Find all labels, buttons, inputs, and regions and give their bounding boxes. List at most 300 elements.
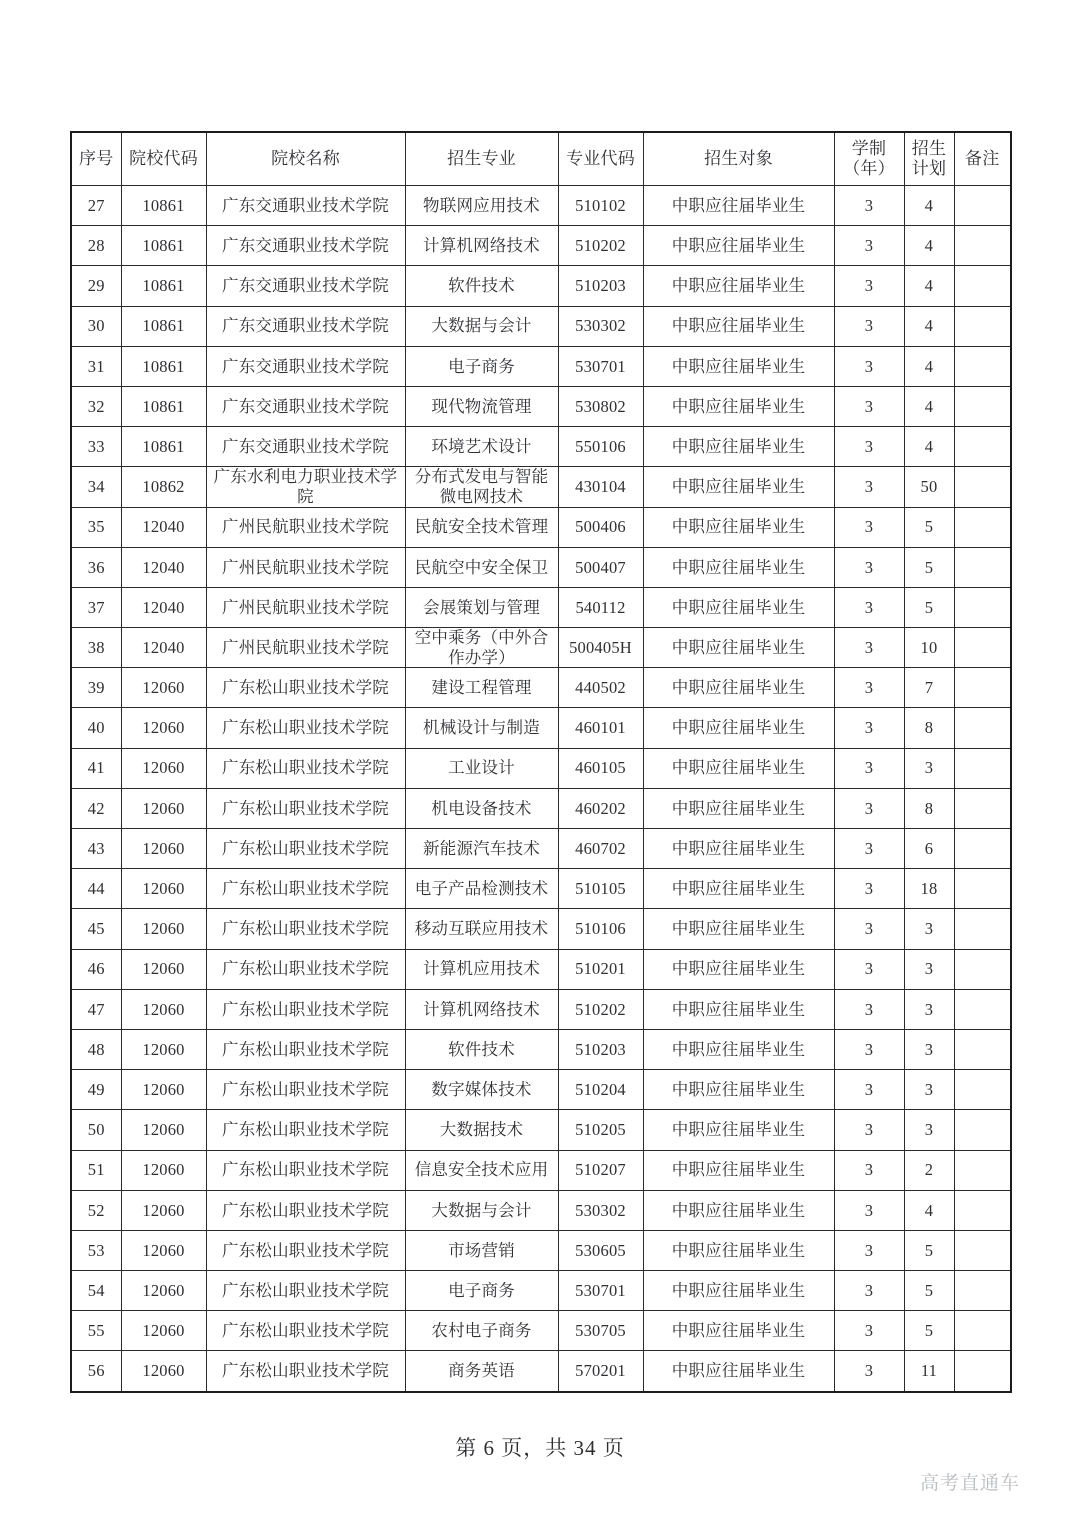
cell-school-code: 12040 (121, 587, 206, 627)
cell-target: 中职应往届毕业生 (643, 1351, 834, 1392)
cell-years: 3 (834, 1351, 904, 1392)
cell-years: 3 (834, 1271, 904, 1311)
cell-target: 中职应往届毕业生 (643, 467, 834, 507)
cell-school-name: 广东交通职业技术学院 (206, 386, 405, 426)
cell-major-code: 510203 (558, 266, 643, 306)
cell-note (954, 829, 1011, 869)
cell-years: 3 (834, 989, 904, 1029)
cell-quota: 4 (904, 1190, 954, 1230)
table-row (71, 829, 1011, 869)
cell-target: 中职应往届毕业生 (643, 1070, 834, 1110)
cell-quota: 5 (904, 1311, 954, 1351)
cell-years: 3 (834, 788, 904, 828)
table-row (71, 869, 1011, 909)
cell-quota: 3 (904, 748, 954, 788)
column-header-major-code: 专业代码 (558, 132, 643, 186)
cell-note (954, 427, 1011, 467)
cell-seq: 55 (71, 1311, 121, 1351)
cell-major: 电子产品检测技术 (405, 869, 558, 909)
cell-target: 中职应往届毕业生 (643, 1230, 834, 1270)
cell-school-name: 广州民航职业技术学院 (206, 547, 405, 587)
cell-school-name: 广东松山职业技术学院 (206, 1311, 405, 1351)
table-row (71, 909, 1011, 949)
cell-major-code: 510105 (558, 869, 643, 909)
cell-note (954, 386, 1011, 426)
table-row (71, 507, 1011, 547)
cell-years: 3 (834, 266, 904, 306)
cell-quota: 4 (904, 346, 954, 386)
column-header-quota-line1: 招生 (911, 139, 947, 159)
cell-target: 中职应往届毕业生 (643, 1190, 834, 1230)
cell-quota: 7 (904, 668, 954, 708)
cell-note (954, 346, 1011, 386)
cell-major-code: 530802 (558, 386, 643, 426)
cell-major-code: 440502 (558, 668, 643, 708)
cell-major: 信息安全技术应用 (405, 1150, 558, 1190)
cell-major-code: 510102 (558, 186, 643, 226)
cell-years: 3 (834, 467, 904, 507)
cell-major-code: 510204 (558, 1070, 643, 1110)
cell-school-code: 12060 (121, 708, 206, 748)
column-header-years-line2: （年） (843, 159, 895, 178)
cell-seq: 41 (71, 748, 121, 788)
cell-major-code: 530701 (558, 346, 643, 386)
cell-note (954, 788, 1011, 828)
cell-school-name: 广东松山职业技术学院 (206, 989, 405, 1029)
cell-years: 3 (834, 386, 904, 426)
cell-years: 3 (834, 1150, 904, 1190)
cell-target: 中职应往届毕业生 (643, 507, 834, 547)
table-row (71, 467, 1011, 507)
cell-quota: 2 (904, 1150, 954, 1190)
cell-quota: 4 (904, 266, 954, 306)
cell-seq: 44 (71, 869, 121, 909)
cell-target: 中职应往届毕业生 (643, 266, 834, 306)
cell-quota: 3 (904, 989, 954, 1029)
cell-years: 3 (834, 1110, 904, 1150)
cell-years: 3 (834, 1070, 904, 1110)
cell-major: 电子商务 (405, 1271, 558, 1311)
cell-quota: 4 (904, 226, 954, 266)
cell-major: 数字媒体技术 (405, 1070, 558, 1110)
cell-seq: 51 (71, 1150, 121, 1190)
cell-target: 中职应往届毕业生 (643, 226, 834, 266)
cell-target: 中职应往届毕业生 (643, 829, 834, 869)
cell-seq: 39 (71, 668, 121, 708)
cell-seq: 54 (71, 1271, 121, 1311)
table-row (71, 628, 1011, 668)
cell-quota: 50 (904, 467, 954, 507)
enrollment-plan-table (70, 131, 1012, 1393)
cell-years: 3 (834, 306, 904, 346)
cell-major: 计算机网络技术 (405, 226, 558, 266)
cell-years: 3 (834, 1190, 904, 1230)
cell-note (954, 186, 1011, 226)
cell-target: 中职应往届毕业生 (643, 306, 834, 346)
table-row (71, 266, 1011, 306)
watermark-label: 高考直通车 (920, 1473, 1021, 1494)
cell-target: 中职应往届毕业生 (643, 186, 834, 226)
cell-note (954, 989, 1011, 1029)
cell-quota: 5 (904, 507, 954, 547)
cell-target: 中职应往届毕业生 (643, 547, 834, 587)
cell-target: 中职应往届毕业生 (643, 748, 834, 788)
cell-school-code: 10861 (121, 346, 206, 386)
cell-major: 建设工程管理 (405, 668, 558, 708)
cell-target: 中职应往届毕业生 (643, 869, 834, 909)
cell-major-code: 530302 (558, 1190, 643, 1230)
column-header-years-line1: 学制 (851, 139, 887, 159)
cell-school-code: 10862 (121, 467, 206, 507)
cell-quota: 11 (904, 1351, 954, 1392)
cell-note (954, 306, 1011, 346)
cell-seq: 28 (71, 226, 121, 266)
table-row (71, 1271, 1011, 1311)
cell-target: 中职应往届毕业生 (643, 788, 834, 828)
cell-quota: 18 (904, 869, 954, 909)
cell-note (954, 1070, 1011, 1110)
cell-school-code: 12060 (121, 949, 206, 989)
cell-major: 软件技术 (405, 266, 558, 306)
table-row (71, 748, 1011, 788)
cell-major-code: 510106 (558, 909, 643, 949)
cell-major-code: 510202 (558, 989, 643, 1029)
cell-target: 中职应往届毕业生 (643, 668, 834, 708)
cell-seq: 27 (71, 186, 121, 226)
cell-note (954, 628, 1011, 668)
cell-years: 3 (834, 829, 904, 869)
cell-quota: 8 (904, 708, 954, 748)
cell-school-name: 广东松山职业技术学院 (206, 1190, 405, 1230)
cell-school-name: 广东松山职业技术学院 (206, 869, 405, 909)
cell-major: 市场营销 (405, 1230, 558, 1270)
cell-note (954, 1271, 1011, 1311)
cell-quota: 6 (904, 829, 954, 869)
cell-quota: 4 (904, 306, 954, 346)
table-row (71, 949, 1011, 989)
cell-major-code: 540112 (558, 587, 643, 627)
table-row (71, 1150, 1011, 1190)
cell-major: 农村电子商务 (405, 1311, 558, 1351)
cell-school-code: 12060 (121, 668, 206, 708)
cell-school-name: 广东松山职业技术学院 (206, 909, 405, 949)
cell-school-code: 12060 (121, 1110, 206, 1150)
table-row (71, 788, 1011, 828)
cell-target: 中职应往届毕业生 (643, 346, 834, 386)
cell-major-code: 500405H (558, 628, 643, 668)
page-number-footer: 第 6 页，共 34 页 (455, 1436, 625, 1460)
cell-target: 中职应往届毕业生 (643, 628, 834, 668)
cell-major: 工业设计 (405, 748, 558, 788)
cell-major-code: 510203 (558, 1029, 643, 1069)
cell-quota: 3 (904, 1029, 954, 1069)
cell-seq: 35 (71, 507, 121, 547)
cell-school-code: 12060 (121, 748, 206, 788)
cell-major: 物联网应用技术 (405, 186, 558, 226)
cell-note (954, 1029, 1011, 1069)
column-header-target: 招生对象 (643, 132, 834, 186)
cell-years: 3 (834, 668, 904, 708)
cell-school-name: 广东松山职业技术学院 (206, 1230, 405, 1270)
table-row (71, 427, 1011, 467)
cell-school-name: 广东松山职业技术学院 (206, 668, 405, 708)
cell-school-code: 12060 (121, 989, 206, 1029)
cell-target: 中职应往届毕业生 (643, 587, 834, 627)
column-header-note: 备注 (954, 132, 1011, 186)
cell-seq: 34 (71, 467, 121, 507)
cell-school-name: 广东交通职业技术学院 (206, 306, 405, 346)
cell-major: 大数据技术 (405, 1110, 558, 1150)
cell-school-code: 12060 (121, 909, 206, 949)
cell-note (954, 226, 1011, 266)
cell-years: 3 (834, 346, 904, 386)
cell-school-code: 10861 (121, 226, 206, 266)
cell-major-code: 530605 (558, 1230, 643, 1270)
table-row (71, 1230, 1011, 1270)
cell-school-code: 12060 (121, 1190, 206, 1230)
table-row (71, 547, 1011, 587)
cell-years: 3 (834, 507, 904, 547)
cell-seq: 38 (71, 628, 121, 668)
cell-years: 3 (834, 1311, 904, 1351)
cell-major: 空中乘务（中外合作办学） (405, 628, 558, 668)
cell-school-name: 广州民航职业技术学院 (206, 628, 405, 668)
cell-seq: 46 (71, 949, 121, 989)
cell-school-name: 广东松山职业技术学院 (206, 1029, 405, 1069)
cell-major: 软件技术 (405, 1029, 558, 1069)
cell-note (954, 507, 1011, 547)
cell-note (954, 266, 1011, 306)
cell-school-code: 12060 (121, 1150, 206, 1190)
cell-quota: 3 (904, 909, 954, 949)
table-row (71, 1190, 1011, 1230)
cell-school-code: 10861 (121, 386, 206, 426)
column-header-quota (904, 132, 954, 186)
cell-seq: 37 (71, 587, 121, 627)
cell-seq: 48 (71, 1029, 121, 1069)
cell-note (954, 1351, 1011, 1392)
cell-major: 现代物流管理 (405, 386, 558, 426)
cell-school-name: 广东交通职业技术学院 (206, 226, 405, 266)
cell-school-code: 10861 (121, 427, 206, 467)
cell-school-name: 广东交通职业技术学院 (206, 346, 405, 386)
cell-note (954, 668, 1011, 708)
cell-seq: 43 (71, 829, 121, 869)
cell-major-code: 530302 (558, 306, 643, 346)
cell-target: 中职应往届毕业生 (643, 1271, 834, 1311)
cell-note (954, 467, 1011, 507)
cell-school-name: 广东松山职业技术学院 (206, 708, 405, 748)
cell-years: 3 (834, 748, 904, 788)
cell-target: 中职应往届毕业生 (643, 989, 834, 1029)
cell-target: 中职应往届毕业生 (643, 949, 834, 989)
cell-target: 中职应往届毕业生 (643, 909, 834, 949)
cell-school-name: 广东松山职业技术学院 (206, 1110, 405, 1150)
header-row (71, 132, 1011, 186)
cell-major-code: 510201 (558, 949, 643, 989)
cell-years: 3 (834, 628, 904, 668)
cell-quota: 5 (904, 587, 954, 627)
cell-years: 3 (834, 1029, 904, 1069)
cell-major-code: 460105 (558, 748, 643, 788)
cell-major: 机电设备技术 (405, 788, 558, 828)
cell-major: 分布式发电与智能微电网技术 (405, 467, 558, 507)
cell-school-name: 广东松山职业技术学院 (206, 1271, 405, 1311)
cell-school-code: 12060 (121, 1029, 206, 1069)
cell-school-code: 12040 (121, 628, 206, 668)
cell-quota: 3 (904, 949, 954, 989)
cell-quota: 4 (904, 386, 954, 426)
cell-major: 移动互联应用技术 (405, 909, 558, 949)
cell-quota: 5 (904, 1271, 954, 1311)
table-row (71, 668, 1011, 708)
cell-major-code: 510205 (558, 1110, 643, 1150)
cell-school-code: 12060 (121, 829, 206, 869)
cell-major-code: 510202 (558, 226, 643, 266)
table-row (71, 346, 1011, 386)
cell-note (954, 748, 1011, 788)
cell-school-code: 10861 (121, 186, 206, 226)
cell-school-code: 12040 (121, 547, 206, 587)
cell-quota: 4 (904, 186, 954, 226)
cell-note (954, 869, 1011, 909)
cell-major: 环境艺术设计 (405, 427, 558, 467)
table-row (71, 306, 1011, 346)
cell-seq: 40 (71, 708, 121, 748)
table-row (71, 226, 1011, 266)
cell-quota: 5 (904, 547, 954, 587)
cell-seq: 32 (71, 386, 121, 426)
cell-target: 中职应往届毕业生 (643, 427, 834, 467)
cell-school-name: 广东松山职业技术学院 (206, 829, 405, 869)
cell-major-code: 570201 (558, 1351, 643, 1392)
column-header-school-code: 院校代码 (121, 132, 206, 186)
column-header-years (834, 132, 904, 186)
cell-target: 中职应往届毕业生 (643, 386, 834, 426)
cell-quota: 4 (904, 427, 954, 467)
cell-major: 商务英语 (405, 1351, 558, 1392)
cell-major-code: 550106 (558, 427, 643, 467)
cell-note (954, 547, 1011, 587)
cell-years: 3 (834, 186, 904, 226)
cell-school-name: 广州民航职业技术学院 (206, 507, 405, 547)
cell-school-code: 12060 (121, 869, 206, 909)
cell-school-code: 12060 (121, 1271, 206, 1311)
cell-seq: 49 (71, 1070, 121, 1110)
cell-years: 3 (834, 949, 904, 989)
cell-note (954, 909, 1011, 949)
cell-school-name: 广东松山职业技术学院 (206, 1070, 405, 1110)
cell-school-name: 广东交通职业技术学院 (206, 266, 405, 306)
cell-school-name: 广东松山职业技术学院 (206, 748, 405, 788)
cell-school-name: 广东水利电力职业技术学院 (206, 467, 405, 507)
cell-seq: 30 (71, 306, 121, 346)
cell-school-name: 广东松山职业技术学院 (206, 949, 405, 989)
table-header (71, 132, 1011, 186)
cell-years: 3 (834, 909, 904, 949)
cell-seq: 45 (71, 909, 121, 949)
cell-major: 机械设计与制造 (405, 708, 558, 748)
cell-years: 3 (834, 869, 904, 909)
cell-years: 3 (834, 587, 904, 627)
table-row (71, 708, 1011, 748)
cell-major: 电子商务 (405, 346, 558, 386)
cell-major-code: 430104 (558, 467, 643, 507)
cell-school-name: 广东交通职业技术学院 (206, 427, 405, 467)
cell-major-code: 460101 (558, 708, 643, 748)
cell-note (954, 1150, 1011, 1190)
cell-school-code: 12060 (121, 1230, 206, 1270)
cell-quota: 8 (904, 788, 954, 828)
cell-years: 3 (834, 547, 904, 587)
cell-note (954, 1230, 1011, 1270)
cell-note (954, 949, 1011, 989)
cell-note (954, 708, 1011, 748)
cell-major: 计算机网络技术 (405, 989, 558, 1029)
table-row (71, 1351, 1011, 1392)
cell-seq: 33 (71, 427, 121, 467)
cell-target: 中职应往届毕业生 (643, 1311, 834, 1351)
column-header-seq: 序号 (71, 132, 121, 186)
cell-years: 3 (834, 708, 904, 748)
cell-seq: 50 (71, 1110, 121, 1150)
table-row (71, 1311, 1011, 1351)
cell-major-code: 530705 (558, 1311, 643, 1351)
cell-major: 计算机应用技术 (405, 949, 558, 989)
cell-quota: 3 (904, 1110, 954, 1150)
column-header-quota-line2: 计划 (911, 159, 947, 178)
cell-major-code: 460702 (558, 829, 643, 869)
cell-school-name: 广东松山职业技术学院 (206, 1351, 405, 1392)
cell-major: 新能源汽车技术 (405, 829, 558, 869)
cell-major-code: 460202 (558, 788, 643, 828)
cell-years: 3 (834, 1230, 904, 1270)
cell-major: 民航安全技术管理 (405, 507, 558, 547)
table-row (71, 386, 1011, 426)
cell-major-code: 530701 (558, 1271, 643, 1311)
cell-school-name: 广州民航职业技术学院 (206, 587, 405, 627)
cell-major: 民航空中安全保卫 (405, 547, 558, 587)
cell-quota: 10 (904, 628, 954, 668)
cell-seq: 31 (71, 346, 121, 386)
column-header-major: 招生专业 (405, 132, 558, 186)
cell-school-code: 10861 (121, 266, 206, 306)
cell-quota: 5 (904, 1230, 954, 1270)
cell-seq: 47 (71, 989, 121, 1029)
table-row (71, 587, 1011, 627)
table-row (71, 989, 1011, 1029)
cell-seq: 52 (71, 1190, 121, 1230)
table-row (71, 1029, 1011, 1069)
cell-seq: 29 (71, 266, 121, 306)
cell-major: 大数据与会计 (405, 306, 558, 346)
cell-target: 中职应往届毕业生 (643, 1150, 834, 1190)
cell-note (954, 1311, 1011, 1351)
cell-note (954, 1110, 1011, 1150)
cell-years: 3 (834, 226, 904, 266)
cell-school-code: 12060 (121, 788, 206, 828)
cell-seq: 56 (71, 1351, 121, 1392)
cell-school-code: 12060 (121, 1311, 206, 1351)
cell-school-code: 10861 (121, 306, 206, 346)
cell-major: 大数据与会计 (405, 1190, 558, 1230)
table-body (71, 186, 1011, 1392)
column-header-school-name: 院校名称 (206, 132, 405, 186)
cell-school-code: 12040 (121, 507, 206, 547)
cell-school-name: 广东交通职业技术学院 (206, 186, 405, 226)
cell-seq: 42 (71, 788, 121, 828)
table-row (71, 1110, 1011, 1150)
